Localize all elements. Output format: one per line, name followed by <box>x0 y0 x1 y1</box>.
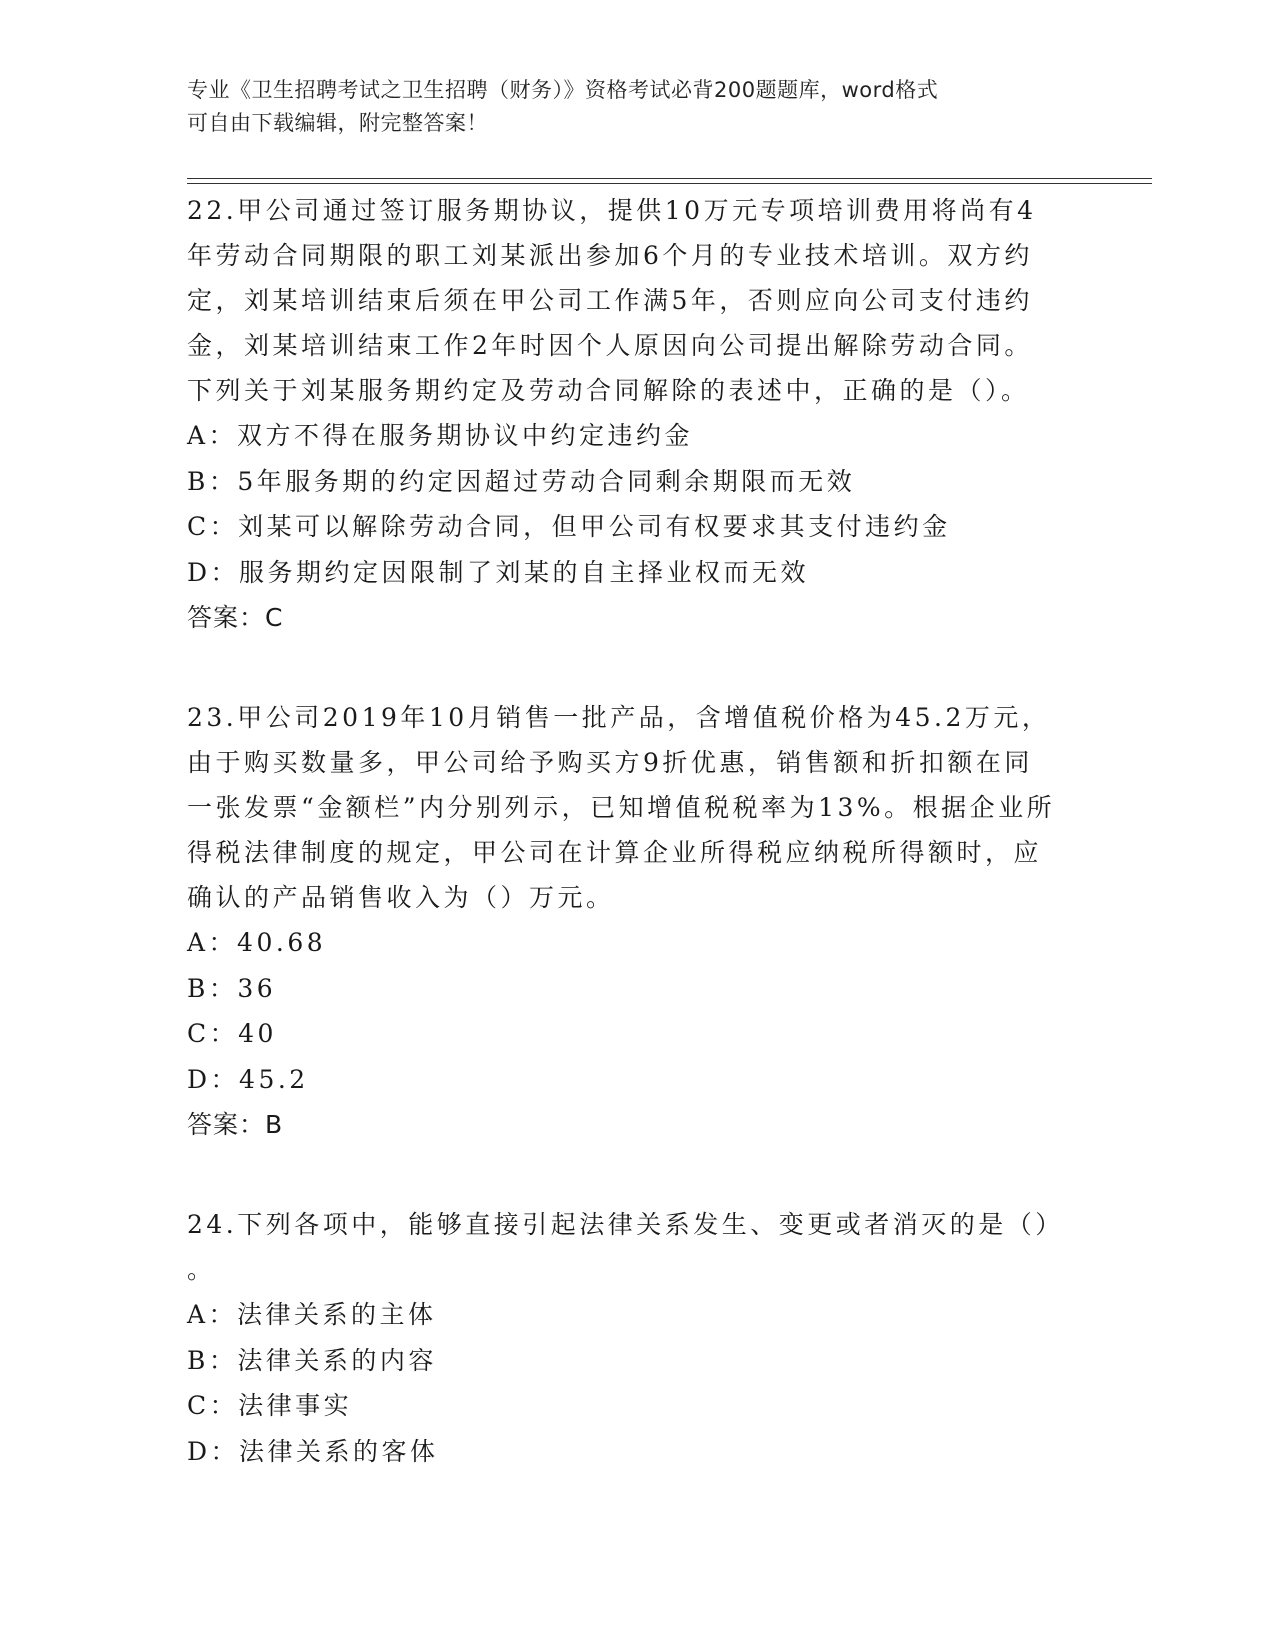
option-b: B：法律关系的内容 <box>187 1345 437 1375</box>
option-a: A：40.68 <box>187 928 327 957</box>
question-text-line: 。 <box>187 1255 216 1284</box>
option-d: D：法律关系的客体 <box>187 1436 439 1466</box>
question-text-line: 24.下列各项中，能够直接引起法律关系发生、变更或者消灭的是（） <box>187 1210 1064 1239</box>
question-24 <box>187 1202 1087 1474</box>
option-c: C：刘某可以解除劳动合同，但甲公司有权要求其支付违约金 <box>187 512 951 541</box>
header-line-1: 专业《卫生招聘考试之卫生招聘（财务）》资格考试必背200题题库，word格式 <box>187 78 939 102</box>
header-divider-thick <box>187 178 1152 179</box>
option-a: A：法律关系的主体 <box>187 1300 437 1329</box>
question-23 <box>187 695 1087 1147</box>
option-b: B：36 <box>187 973 277 1003</box>
header-line-2: 可自由下载编辑，附完整答案！ <box>187 111 488 135</box>
answer-line: 答案：C <box>187 603 284 632</box>
question-text-line: 23.甲公司2019年10月销售一批产品，含增值税价格为45.2万元， <box>187 703 1051 732</box>
question-text-line: 确认的产品销售收入为（）万元。 <box>187 883 615 912</box>
question-spacer <box>187 640 1087 695</box>
question-text-line: 金，刘某培训结束工作2年时因个人原因向公司提出解除劳动合同。 <box>187 331 1033 360</box>
option-d: D：服务期约定因限制了刘某的自主择业权而无效 <box>187 557 810 587</box>
question-text-line: 一张发票“金额栏”内分别列示，已知增值税税率为13%。根据企业所 <box>187 793 1056 822</box>
document-header <box>187 74 1067 140</box>
question-spacer <box>187 1147 1087 1202</box>
option-a: A：双方不得在服务期协议中约定违约金 <box>187 421 694 450</box>
question-text-line: 定，刘某培训结束后须在甲公司工作满5年，否则应向公司支付违约 <box>187 286 1033 315</box>
answer-line: 答案：B <box>187 1110 284 1139</box>
question-text-line: 得税法律制度的规定，甲公司在计算企业所得税应纳税所得额时，应 <box>187 838 1043 867</box>
option-c: C：法律事实 <box>187 1391 353 1420</box>
option-d: D：45.2 <box>187 1064 309 1094</box>
question-text-line: 由于购买数量多，甲公司给予购买方9折优惠，销售额和折扣额在同 <box>187 748 1033 777</box>
question-list <box>187 188 1087 1474</box>
question-text-line: 下列关于刘某服务期约定及劳动合同解除的表述中，正确的是（）。 <box>187 376 1030 405</box>
question-text-line: 年劳动合同期限的职工刘某派出参加6个月的专业技术培训。双方约 <box>187 241 1033 270</box>
header-divider-thin <box>187 183 1152 184</box>
question-22 <box>187 188 1087 640</box>
question-text-line: 22.甲公司通过签订服务期协议，提供10万元专项培训费用将尚有4 <box>187 196 1037 225</box>
option-c: C：40 <box>187 1019 277 1048</box>
option-b: B：5年服务期的约定因超过劳动合同剩余期限而无效 <box>187 466 856 496</box>
